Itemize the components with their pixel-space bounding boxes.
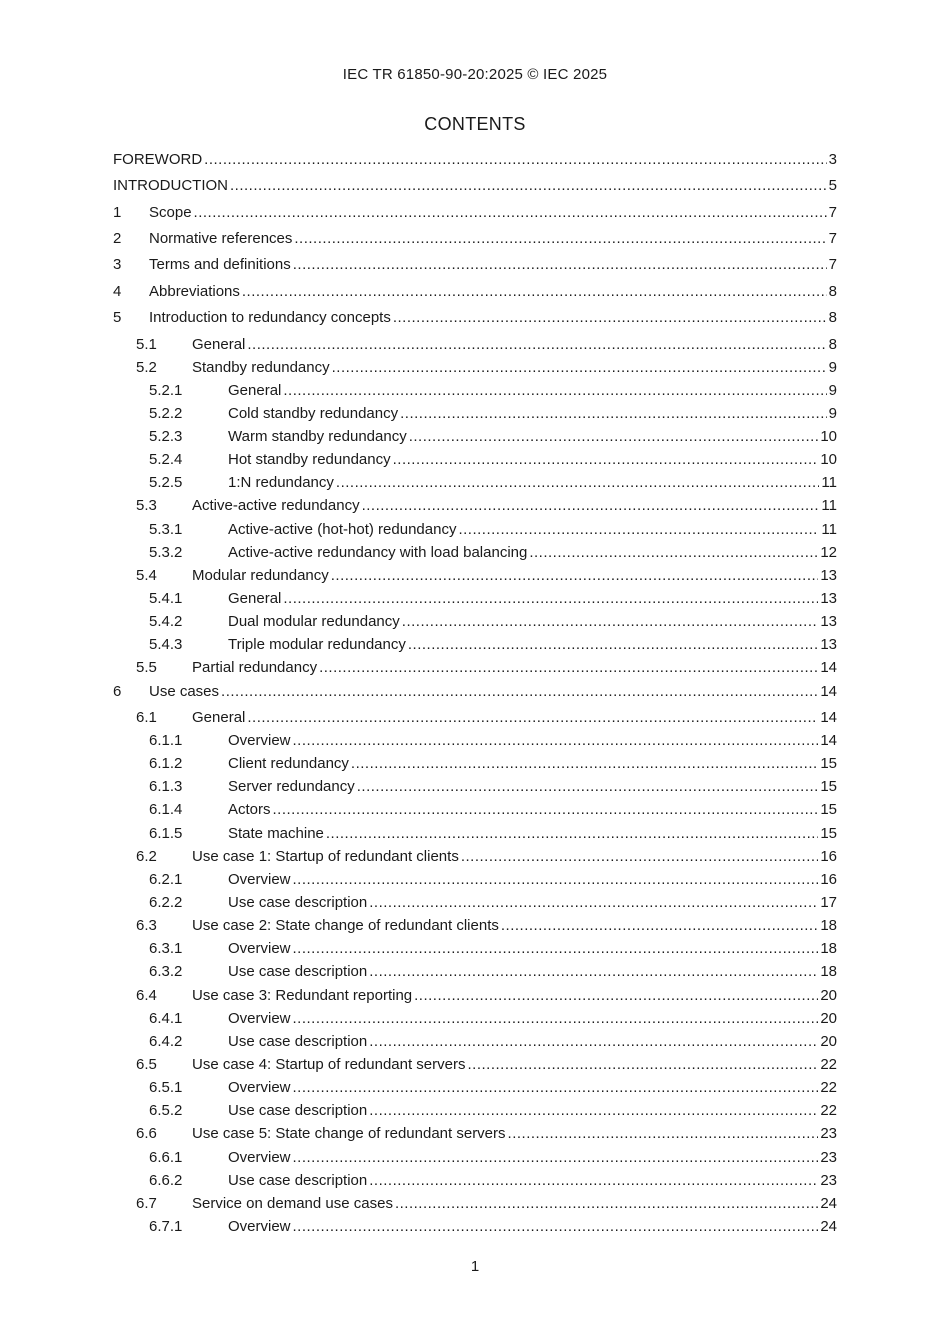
toc-entry[interactable] [136,847,837,867]
toc-entry[interactable] [136,1124,837,1144]
toc-entry-title: Standby redundancy [192,359,330,376]
toc-dot-leader [221,682,818,702]
toc-dot-leader [414,986,818,1006]
page-title: CONTENTS [424,114,526,134]
toc-entry-page-number: 11 [821,521,837,538]
toc-entry[interactable] [149,427,837,447]
toc-entry-title: FOREWORD [113,151,203,168]
toc-entry[interactable] [136,1194,837,1214]
toc-dot-leader [283,589,818,609]
toc-entry-title: Introduction to redundancy concepts [149,309,391,326]
toc-entry-page-number: 18 [820,917,837,934]
toc-entry[interactable] [149,1101,837,1121]
document-header: IEC TR 61850-90-20:2025 © IEC 2025 [342,66,608,83]
toc-entry-number: 6.1 [136,709,157,726]
toc-dot-leader [408,635,818,655]
toc-entry-page-number: 13 [820,590,837,607]
toc-entry[interactable] [149,754,837,774]
toc-dot-leader [369,1171,818,1191]
toc-dot-leader [369,1032,818,1052]
toc-entry[interactable] [136,1055,837,1075]
toc-entry-title: Overview [228,871,291,888]
toc-dot-leader [331,566,819,586]
toc-entry-number: 5.3.1 [149,521,183,538]
toc-entry-number: 6.7 [136,1195,157,1212]
toc-dot-leader [395,1194,818,1214]
toc-entry-page-number: 16 [820,871,837,888]
toc-entry-number: 6.4.2 [149,1033,183,1050]
toc-entry-page-number: 14 [820,709,837,726]
toc-dot-leader [293,255,827,275]
toc-entry-number: 5.4 [136,567,157,584]
toc-entry-number: 5.2.5 [149,474,183,491]
toc-entry-page-number: 23 [820,1172,837,1189]
toc-entry-page-number: 10 [820,451,837,468]
toc-entry[interactable] [113,682,837,702]
toc-entry[interactable] [149,800,837,820]
toc-entry-number: 6.7.1 [149,1218,183,1235]
toc-entry-title: Warm standby redundancy [228,428,407,445]
toc-entry-title: Terms and definitions [149,256,291,273]
toc-dot-leader [369,1101,818,1121]
toc-dot-leader [393,450,819,470]
toc-entry-page-number: 18 [820,963,837,980]
toc-entry-title: Cold standby redundancy [228,405,399,422]
toc-entry[interactable] [136,566,837,586]
toc-entry-page-number: 13 [820,613,837,630]
toc-entry[interactable] [113,308,837,328]
toc-entry[interactable] [136,708,837,728]
page-number: 1 [470,1258,480,1275]
toc-dot-leader [501,916,818,936]
toc-dot-leader [529,543,818,563]
toc-entry[interactable] [136,496,837,516]
toc-entry-number: 5 [113,309,122,326]
toc-entry-page-number: 8 [828,283,837,300]
toc-entry-number: 6.3.2 [149,963,183,980]
toc-dot-leader [293,1217,819,1237]
toc-entry-title: Overview [228,1218,291,1235]
toc-entry-number: 5.4.1 [149,590,183,607]
toc-entry-title: Use case 5: State change of redundant servers [192,1125,506,1142]
toc-entry-title: Use cases [149,683,220,700]
toc-entry-title: Overview [228,732,291,749]
toc-entry-page-number: 22 [820,1079,837,1096]
toc-dot-leader [369,962,818,982]
toc-entry-page-number: 15 [820,778,837,795]
toc-entry-title: Active-active redundancy [192,497,360,514]
toc-entry-page-number: 3 [828,151,837,168]
toc-entry[interactable] [113,229,837,249]
toc-dot-leader [409,427,819,447]
toc-dot-leader [467,1055,818,1075]
toc-entry-page-number: 15 [820,755,837,772]
toc-entry-page-number: 14 [820,683,837,700]
toc-entry-title: Triple modular redundancy [228,636,406,653]
toc-dot-leader [294,229,826,249]
toc-entry-title: Service on demand use cases [192,1195,393,1212]
toc-dot-leader [283,381,826,401]
toc-entry-title: Use case 2: State change of redundant clients [192,917,499,934]
toc-entry-title: Dual modular redundancy [228,613,400,630]
toc-entry-number: 6.4.1 [149,1010,183,1027]
toc-entry-page-number: 12 [820,544,837,561]
toc-dot-leader [293,731,819,751]
toc-entry-title: Overview [228,1010,291,1027]
toc-entry-number: 6.4 [136,987,157,1004]
toc-entry[interactable] [149,731,837,751]
toc-dot-leader [458,520,819,540]
toc-dot-leader [362,496,820,516]
toc-entry[interactable] [149,1078,837,1098]
toc-dot-leader [293,870,819,890]
toc-entry[interactable] [149,777,837,797]
toc-entry-title: Use case description [228,1172,368,1189]
toc-entry[interactable] [149,870,837,890]
toc-entry[interactable] [149,589,837,609]
toc-dot-leader [293,1148,819,1168]
toc-entry-title: Use case 1: Startup of redundant clients [192,848,459,865]
toc-entry-page-number: 16 [820,848,837,865]
toc-dot-leader [230,176,827,196]
toc-entry-title: Abbreviations [149,283,240,300]
toc-entry[interactable] [149,939,837,959]
toc-entry-number: 6.5.2 [149,1102,183,1119]
toc-dot-leader [332,358,827,378]
toc-entry-number: 6.2.2 [149,894,183,911]
toc-entry-number: 6.1.4 [149,801,183,818]
toc-entry-title: Modular redundancy [192,567,329,584]
toc-entry[interactable] [149,1171,837,1191]
toc-entry-page-number: 14 [820,659,837,676]
toc-entry-page-number: 14 [820,732,837,749]
toc-entry-title: Use case description [228,963,368,980]
toc-entry-title: Overview [228,940,291,957]
toc-entry-page-number: 7 [828,230,837,247]
toc-entry-title: 1:N redundancy [228,474,334,491]
toc-dot-leader [393,308,827,328]
toc-entry[interactable] [149,1148,837,1168]
toc-entry[interactable] [136,916,837,936]
toc-entry-title: Actors [228,801,271,818]
toc-entry[interactable] [149,612,837,632]
toc-entry-page-number: 22 [820,1102,837,1119]
toc-entry-number: 5.2 [136,359,157,376]
toc-entry-title: Active-active redundancy with load balancing [228,544,528,561]
toc-entry-title: General [192,336,246,353]
toc-entry-number: 6.2 [136,848,157,865]
toc-entry-title: Normative references [149,230,293,247]
toc-entry-number: 6.1.5 [149,825,183,842]
toc-entry-number: 6.3.1 [149,940,183,957]
toc-entry[interactable] [149,404,837,424]
toc-entry-number: 3 [113,256,122,273]
toc-entry[interactable] [113,150,837,170]
toc-entry[interactable] [113,282,837,302]
toc-entry-number: 6.1.1 [149,732,183,749]
toc-entry-page-number: 9 [828,382,837,399]
toc-entry-page-number: 5 [828,177,837,194]
toc-entry-page-number: 18 [820,940,837,957]
toc-entry-number: 5.2.4 [149,451,183,468]
toc-entry-title: Partial redundancy [192,659,318,676]
toc-entry-page-number: 24 [820,1218,837,1235]
toc-entry-number: 5.2.3 [149,428,183,445]
toc-entry-number: 6.5 [136,1056,157,1073]
toc-entry-page-number: 22 [820,1056,837,1073]
toc-entry[interactable] [149,381,837,401]
toc-entry-number: 5.2.2 [149,405,183,422]
toc-entry-number: 5.3 [136,497,157,514]
toc-dot-leader [273,800,819,820]
toc-entry-page-number: 9 [828,405,837,422]
toc-entry[interactable] [149,543,837,563]
toc-entry-page-number: 20 [820,1010,837,1027]
toc-entry-number: 2 [113,230,122,247]
toc-entry-page-number: 11 [821,497,837,514]
toc-dot-leader [194,203,827,223]
toc-entry-number: 6.1.2 [149,755,183,772]
toc-entry-number: 6 [113,683,122,700]
toc-entry[interactable] [149,473,837,493]
toc-entry-page-number: 8 [828,309,837,326]
toc-entry-title: General [228,382,282,399]
toc-entry-title: Hot standby redundancy [228,451,391,468]
toc-entry-title: INTRODUCTION [113,177,228,194]
toc-entry-number: 1 [113,204,122,221]
toc-entry-page-number: 13 [820,636,837,653]
toc-entry-title: Client redundancy [228,755,349,772]
toc-entry[interactable] [149,1009,837,1029]
toc-entry-number: 6.6 [136,1125,157,1142]
toc-entry-number: 5.4.2 [149,613,183,630]
toc-entry-page-number: 7 [828,256,837,273]
toc-entry-page-number: 15 [820,801,837,818]
toc-entry[interactable] [149,962,837,982]
toc-entry[interactable] [149,1032,837,1052]
toc-dot-leader [400,404,827,424]
toc-dot-leader [508,1124,819,1144]
toc-entry[interactable] [136,658,837,678]
toc-entry-page-number: 17 [820,894,837,911]
toc-entry-page-number: 24 [820,1195,837,1212]
toc-entry-number: 5.4.3 [149,636,183,653]
toc-entry[interactable] [113,255,837,275]
toc-dot-leader [242,282,827,302]
toc-entry-title: General [228,590,282,607]
toc-entry[interactable] [113,176,837,196]
toc-entry-page-number: 15 [820,825,837,842]
toc-dot-leader [204,150,826,170]
toc-entry[interactable] [149,520,837,540]
toc-entry[interactable] [136,358,837,378]
toc-entry-number: 5.1 [136,336,157,353]
toc-dot-leader [293,1009,819,1029]
toc-entry-page-number: 11 [821,474,837,491]
toc-entry[interactable] [136,335,837,355]
toc-dot-leader [351,754,818,774]
toc-entry-title: Server redundancy [228,778,355,795]
toc-entry-number: 6.1.3 [149,778,183,795]
toc-dot-leader [369,893,818,913]
toc-entry[interactable] [149,893,837,913]
toc-entry-title: Use case description [228,1033,368,1050]
toc-entry[interactable] [136,986,837,1006]
toc-entry-page-number: 7 [828,204,837,221]
toc-dot-leader [326,824,818,844]
toc-entry-title: Overview [228,1079,291,1096]
toc-dot-leader [402,612,819,632]
toc-entry[interactable] [113,203,837,223]
toc-entry-title: State machine [228,825,324,842]
toc-entry-page-number: 8 [828,336,837,353]
toc-entry-number: 4 [113,283,122,300]
toc-dot-leader [357,777,819,797]
toc-entry-number: 5.3.2 [149,544,183,561]
toc-entry[interactable] [149,1217,837,1237]
toc-entry-page-number: 23 [820,1149,837,1166]
toc-entry-page-number: 13 [820,567,837,584]
toc-entry-title: Use case 4: Startup of redundant servers [192,1056,466,1073]
toc-dot-leader [247,335,826,355]
toc-entry-page-number: 9 [828,359,837,376]
toc-entry-title: Active-active (hot-hot) redundancy [228,521,457,538]
toc-entry-page-number: 20 [820,1033,837,1050]
toc-entry-number: 6.3 [136,917,157,934]
toc-entry-title: General [192,709,246,726]
toc-dot-leader [336,473,820,493]
toc-entry-title: Scope [149,204,192,221]
toc-entry-page-number: 23 [820,1125,837,1142]
toc-entry-number: 6.5.1 [149,1079,183,1096]
toc-entry-number: 5.5 [136,659,157,676]
toc-entry[interactable] [149,450,837,470]
toc-dot-leader [319,658,818,678]
toc-entry-title: Use case 3: Redundant reporting [192,987,413,1004]
toc-entry[interactable] [149,635,837,655]
toc-dot-leader [247,708,818,728]
toc-entry[interactable] [149,824,837,844]
toc-dot-leader [461,847,818,867]
toc-entry-title: Overview [228,1149,291,1166]
toc-entry-title: Use case description [228,894,368,911]
toc-entry-page-number: 10 [820,428,837,445]
toc-entry-number: 5.2.1 [149,382,183,399]
toc-entry-number: 6.6.2 [149,1172,183,1189]
toc-entry-page-number: 20 [820,987,837,1004]
toc-dot-leader [293,1078,819,1098]
toc-entry-number: 6.2.1 [149,871,183,888]
toc-entry-title: Use case description [228,1102,368,1119]
toc-entry-number: 6.6.1 [149,1149,183,1166]
toc-dot-leader [293,939,819,959]
